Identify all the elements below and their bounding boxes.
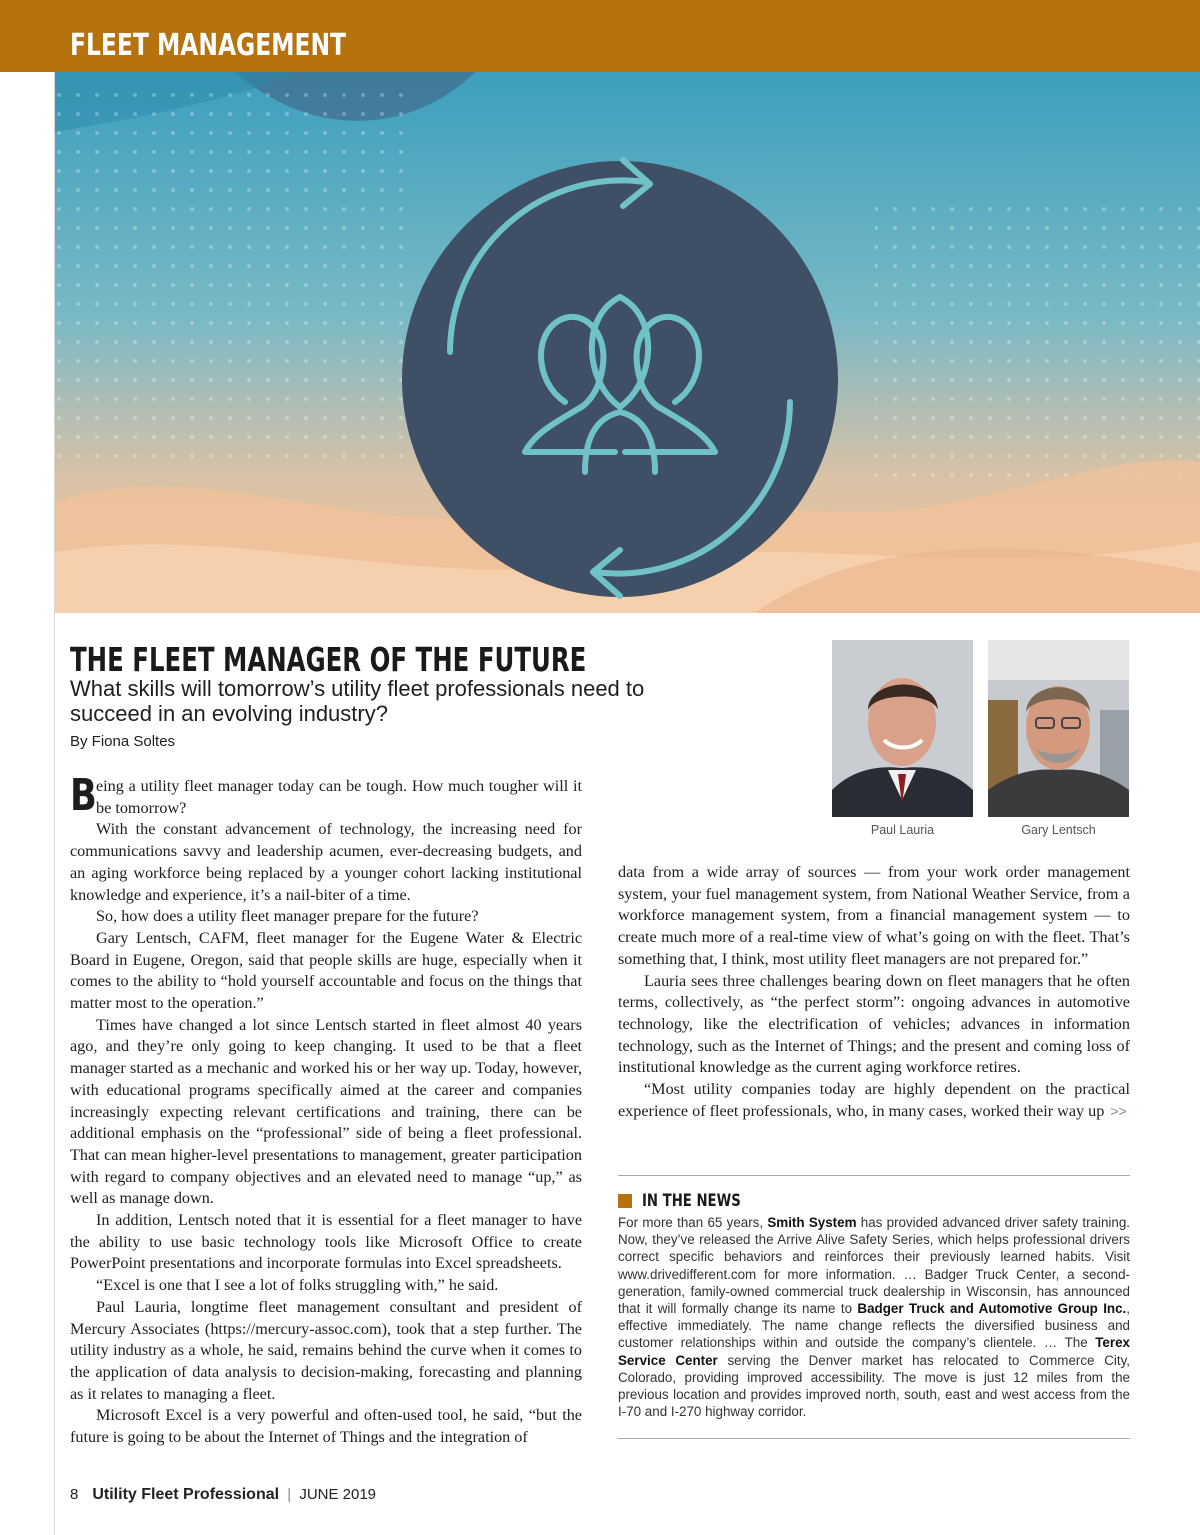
article-title: THE FLEET MANAGER OF THE FUTURE [70,640,587,679]
news-text: serving the Denver market has relocated to Commerce City, Colorado, providing improved accessibility. The move is just 12 miles from the previous location and provides improved north, south, east and west access from the I-70 and I-270 highway corridor. [618,1352,1130,1420]
continue-arrow-icon: >> [1110,1102,1127,1119]
drop-cap: B [70,770,97,821]
photo-caption-lauria: Paul Lauria [870,823,935,837]
paragraph-text: eing a utility fleet manager today can be tough. How much tougher will it be tomorrow? [96,777,582,817]
byline: By Fiona Soltes [70,733,176,750]
news-text: For more than 65 years, [618,1215,768,1230]
news-text: , effective immediately. The name change reflects the diversified business and customer relationships within and outside the company’s clientele. … The [618,1301,1131,1351]
paragraph: Gary Lentsch, CAFM, fleet manager for the Eugene Water & Electric Board in Eugene, Oregon, said that people skills are huge, especially when it comes to the ability to “hold yourself accountable and focus on the things that matter most to the operation.” [70,928,582,1013]
people-cycle-icon [55,72,1200,613]
issue-date: JUNE 2019 [299,1486,377,1503]
news-divider-bottom [618,1438,1130,1439]
news-title: IN THE NEWS [642,1191,741,1211]
photo-caption-lentsch: Gary Lentsch [1021,823,1096,837]
article-body-right-column [618,862,1130,1122]
news-company-name: Badger Truck and Automotive Group Inc. [857,1301,1127,1317]
news-divider-top [618,1175,1130,1176]
article-body-left-column [70,770,582,1449]
paragraph: With the constant advancement of technology, the increasing need for communications savvy and leadership acumen, ever-decreasing budgets, and an aging workforce being replaced by a younger cohort lacking institutional knowledge and experience, it’s a nail-biter of a time. [70,820,582,904]
paragraph: So, how does a utility fleet manager prepare for the future? [96,907,479,926]
paragraph: data from a wide array of sources — from your work order management system, your fuel management system, from National Weather Service, from a workforce management system, from a financial management system — to create much more of a real-time view of what’s going on with the fleet. That’s something that, I think, most utility fleet managers are not prepared for.” [618,863,1130,968]
hero-illustration [55,72,1200,613]
portrait-paul-lauria [832,640,973,817]
section-label: FLEET MANAGEMENT [70,28,347,63]
page-footer [70,1486,376,1504]
paragraph: “Excel is one that I see a lot of folks struggling with,” he said. [96,1276,499,1295]
news-company-name: Terex Service Center [618,1335,1130,1368]
paragraph-text: “Most utility companies today are highly dependent on the practical experience of fleet professionals, who, in many cases, worked their way up [618,1080,1130,1120]
paragraph [70,770,582,821]
paragraph: Microsoft Excel is a very powerful and often-used tool, he said, “but the future is going to be about the Internet of Things and the integration of [70,1406,582,1447]
paragraph [618,1079,1130,1122]
news-text: has provided advanced driver safety training. Now, they’ve released the Arrive Alive Safety Series, which helps professional drivers correct specific behaviors and reinforces their previously learned habits. Visit www.drivedifferent.com for more information. … Badger Truck Center, a second-generation, family-owned commercial truck dealership in Wisconsin, has announced that it will formally change its name to [618,1215,1130,1317]
paragraph: In addition, Lentsch noted that it is essential for a fleet manager to have the ability to use basic technology tools like Microsoft Office to create PowerPoint presentations and incorporate formulas into Excel spreadsheets. [70,1211,582,1273]
news-company-name: Smith System [767,1215,857,1230]
paragraph: Lauria sees three challenges bearing down on fleet managers that he often terms, collectively, as “the perfect storm”: ongoing advances in automotive technology, like the electrification of vehicles; advances in information technology, such as the Internet of Things; and the present and coming loss of institutional knowledge as the current aging workforce retires. [618,971,1130,1077]
page-number: 8 [70,1486,79,1503]
paragraph: Times have changed a lot since Lentsch started in fleet almost 40 years ago, and they’re only going to keep changing. It used to be that a fleet manager started as a mechanic and worked his or her way up. Today, however, with educational programs specifically aimed at the career and companies increasingly expecting relevant certifications and training, there can be additional emphasis on the “professional” side of being a fleet professional. That can mean higher-level presentations to management, greater participation with regard to company objectives and an elevated need to manage “up,” as well as manage down. [70,1015,582,1208]
paragraph: Paul Lauria, longtime fleet management consultant and president of Mercury Associates (https://mercury-assoc.com), took that a step further. The utility industry as a whole, he said, remains behind the curve when it comes to the application of data analysis to decision-making, forecasting and planning as it relates to managing a fleet. [70,1297,582,1403]
news-header [618,1191,769,1211]
square-bullet-icon [618,1194,632,1208]
publication-name: Utility Fleet Professional [92,1486,280,1503]
news-body [618,1214,1130,1420]
portrait-gary-lentsch [988,640,1129,817]
article-deck: What skills will tomorrow’s utility fleet professionals need to succeed in an evolving industry? [70,676,645,726]
footer-separator: | [287,1486,292,1503]
